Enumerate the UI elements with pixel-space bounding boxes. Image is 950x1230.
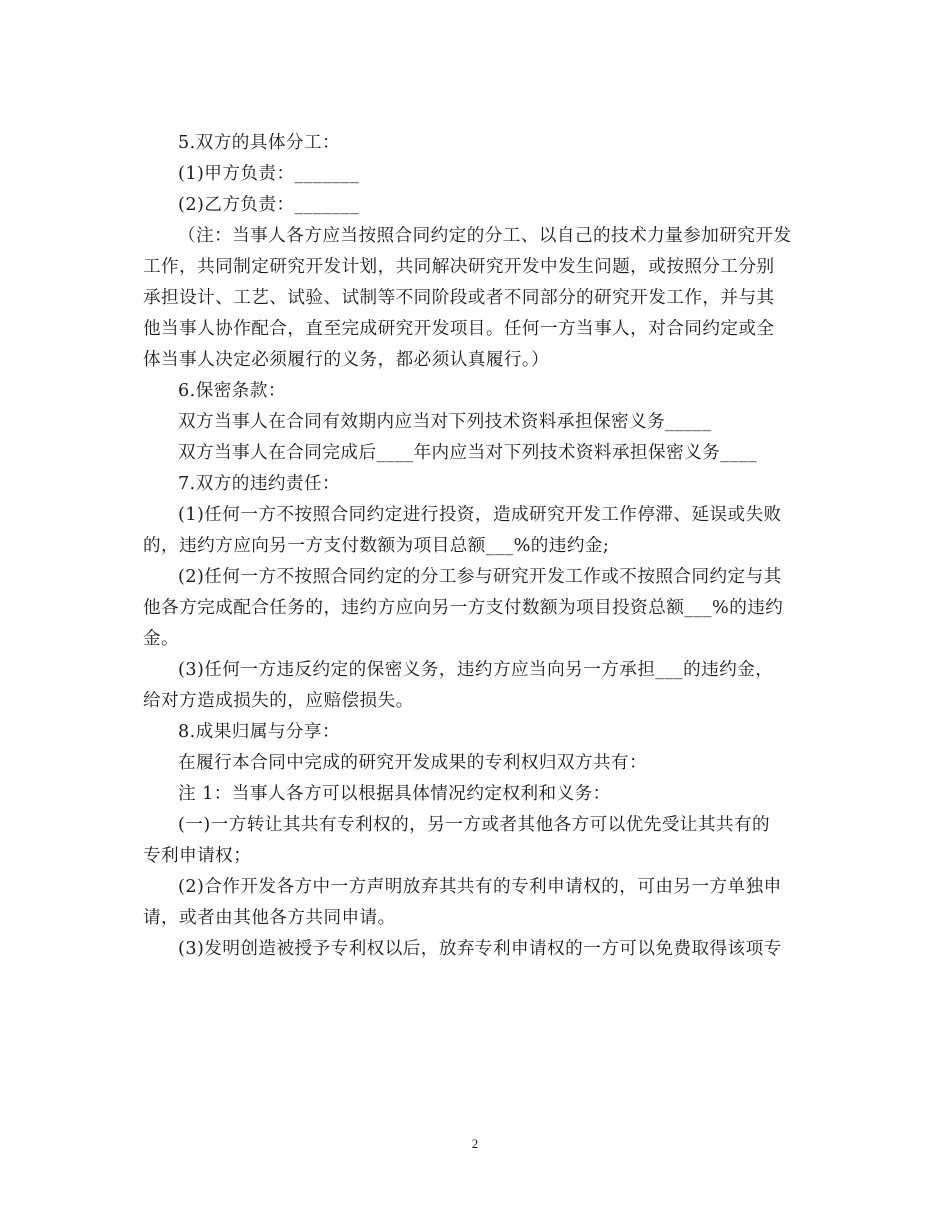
paragraph-line: 请，或者由其他各方共同申请。 <box>143 908 396 928</box>
section-heading-results-ownership: 8.成果归属与分享： <box>178 722 341 742</box>
section-heading-division-of-work: 5.双方的具体分工： <box>178 133 341 153</box>
note-line: 注 1：当事人各方可以根据具体情况约定权利和义务： <box>178 784 611 804</box>
paragraph-line: (3)任何一方违反约定的保密义务，违约方应当向另一方承担___的违约金， <box>178 660 774 680</box>
paragraph-line: 工作，共同制定研究开发计划，共同解决研究开发中发生问题，或按照分工分别 <box>143 257 775 277</box>
paragraph-line: (2)任何一方不按照合同约定的分工参与研究开发工作或不按照合同约定与其 <box>178 567 782 587</box>
party-a-responsibility: (1)甲方负责：_______ <box>178 164 360 184</box>
paragraph-line: 金。 <box>143 629 180 649</box>
paragraph-line: 在履行本合同中完成的研究开发成果的专利权归双方共有： <box>178 753 648 773</box>
paragraph-line: 承担设计、工艺、试验、试制等不同阶段或者不同部分的研究开发工作，并与其 <box>143 288 775 308</box>
paragraph-line: (1)任何一方不按照合同约定进行投资，造成研究开发工作停滞、延误或失败 <box>178 505 782 525</box>
paragraph-line: 他当事人协作配合，直至完成研究开发项目。任何一方当事人，对合同约定或全 <box>143 319 775 339</box>
paragraph-line: （注：当事人各方应当按照合同约定的分工、以自己的技术力量参加研究开发 <box>178 226 792 246</box>
section-heading-liability: 7.双方的违约责任： <box>178 474 341 494</box>
paragraph-line: 双方当事人在合同完成后____年内应当对下列技术资料承担保密义务____ <box>178 443 758 463</box>
paragraph-line: 体当事人决定必须履行的义务，都必须认真履行。） <box>143 350 550 370</box>
document-body <box>143 128 808 965</box>
page-number: 2 <box>471 1136 479 1151</box>
paragraph-line: (一)一方转让其共有专利权的，另一方或者其他各方可以优先受让其共有的 <box>178 815 771 835</box>
party-b-responsibility: (2)乙方负责：_______ <box>178 195 360 215</box>
section-heading-confidentiality: 6.保密条款： <box>178 381 286 401</box>
paragraph-line: 双方当事人在合同有效期内应当对下列技术资料承担保密义务_____ <box>178 412 712 432</box>
paragraph-line: 他各方完成配合任务的，违约方应向另一方支付数额为项目投资总额___%的违约 <box>143 598 784 618</box>
paragraph-line: 给对方造成损失的，应赔偿损失。 <box>143 691 414 711</box>
paragraph-line: 专利申请权； <box>143 846 252 866</box>
paragraph-line: (2)合作开发各方中一方声明放弃其共有的专利申请权的，可由另一方单独申 <box>178 877 782 897</box>
paragraph-line: 的，违约方应向另一方支付数额为项目总额___%的违约金; <box>143 536 610 556</box>
paragraph-line: (3)发明创造被授予专利权以后，放弃专利申请权的一方可以免费取得该项专 <box>178 939 782 959</box>
